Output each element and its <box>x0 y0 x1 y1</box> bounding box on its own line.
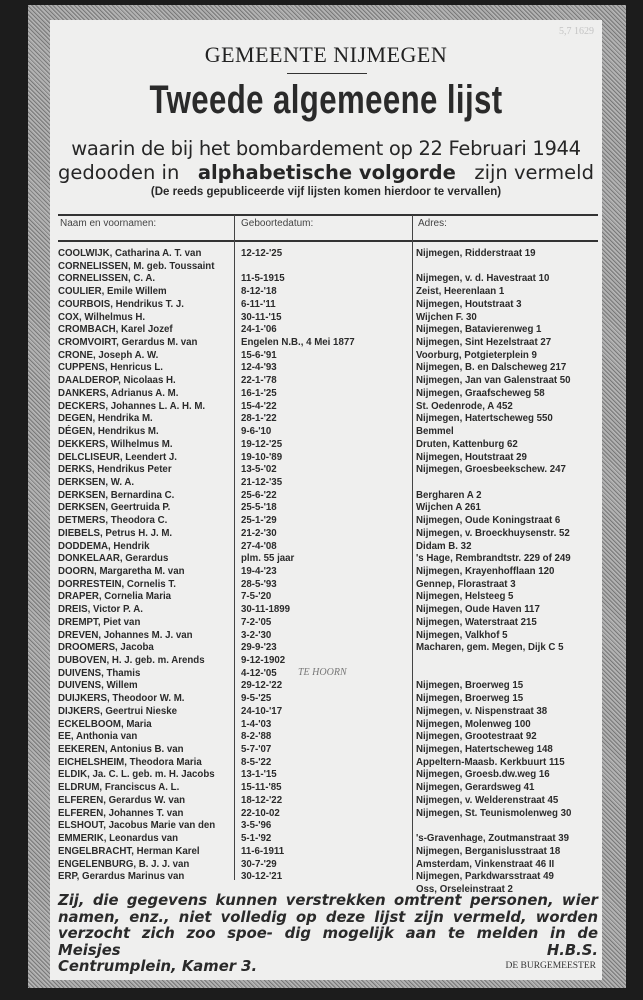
table-row <box>50 630 602 643</box>
birth-date: 5-1-'92 <box>241 833 272 845</box>
birth-date: 11-6-1911 <box>241 845 285 857</box>
birth-date: 25-5-'18 <box>241 502 277 514</box>
birth-date: 24-10-'17 <box>241 705 283 717</box>
table-row <box>50 744 602 757</box>
birth-date: 3-2-'30 <box>241 629 272 641</box>
birth-date: 15-4-'22 <box>241 400 277 412</box>
address: Nijmegen, Hatertscheweg 148 <box>416 744 553 756</box>
victim-name: DROOMERS, Jacoba <box>58 642 154 654</box>
victim-name: CROMBACH, Karel Jozef <box>58 324 173 336</box>
victim-name: DECKERS, Johannes L. A. H. M. <box>58 400 206 412</box>
column-header-name: Naam en voornamen: <box>60 218 157 229</box>
birth-date: 5-7-'07 <box>241 744 272 756</box>
address: Nijmegen, Sint Hezelstraat 27 <box>416 337 552 349</box>
victim-name: DETMERS, Theodora C. <box>58 515 168 527</box>
victim-name: DOORN, Margaretha M. van <box>58 565 185 577</box>
address: Zeist, Heerenlaan 1 <box>416 286 505 298</box>
table-row <box>50 706 602 719</box>
victim-name: DUIVENS, Willem <box>58 680 138 692</box>
column-header-birthdate: Geboortedatum: <box>241 218 314 229</box>
table-header-rule <box>58 240 598 242</box>
table-row <box>50 324 602 337</box>
birth-date: 12-4-'93 <box>241 362 277 374</box>
victim-name: DERKS, Hendrikus Peter <box>58 464 172 476</box>
table-row <box>50 820 602 833</box>
address: Druten, Kattenburg 62 <box>416 438 518 450</box>
municipality-heading: GEMEENTE NIJMEGEN <box>204 42 448 67</box>
birth-date: 29-9-'23 <box>241 642 277 654</box>
table-row <box>50 477 602 490</box>
table-row <box>50 350 602 363</box>
table-row <box>50 579 602 592</box>
address: Nijmegen, B. en Dalscheweg 217 <box>416 362 567 374</box>
table-row <box>50 375 602 388</box>
address: St. Oedenrode, A 452 <box>416 400 513 412</box>
birth-date: 28-5-'93 <box>241 578 277 590</box>
address: Gennep, Florastraat 3 <box>416 578 516 590</box>
birth-date: 9-5-'25 <box>241 693 272 705</box>
address: Wijchen F. 30 <box>416 311 477 323</box>
newspaper-clipping <box>50 20 602 980</box>
address: Bemmel <box>416 426 454 438</box>
address: Macharen, gem. Megen, Dijk C 5 <box>416 642 564 654</box>
victim-name: DIJKERS, Geertrui Nieske <box>58 705 177 717</box>
address: Nijmegen, Berganislusstraat 18 <box>416 845 561 857</box>
victim-name: DREIS, Victor P. A. <box>58 604 143 616</box>
table-row <box>50 808 602 821</box>
table-row <box>50 312 602 325</box>
table-row <box>50 782 602 795</box>
birth-date: 16-1-'25 <box>241 387 277 399</box>
birth-date: 25-6-'22 <box>241 489 277 501</box>
subtitle-line-1: waarin de bij het bombardement op 22 Februari 1944 <box>71 137 581 160</box>
victim-name: CORNELISSEN, M. geb. Toussaint <box>58 260 215 272</box>
table-row <box>50 248 602 261</box>
birth-date: 8-5-'22 <box>241 756 272 768</box>
address: Nijmegen, Broerweg 15 <box>416 693 524 705</box>
address: Amsterdam, Vinkenstraat 46 II <box>416 858 555 870</box>
table-row <box>50 439 602 452</box>
victim-name: ELDIK, Ja. C. L. geb. m. H. Jacobs <box>58 769 215 781</box>
victim-name: CROMVOIRT, Gerardus M. van <box>58 337 198 349</box>
birth-date: 21-12-'35 <box>241 476 283 488</box>
victim-name: ELFEREN, Johannes T. van <box>58 807 184 819</box>
birth-date: 7-2-'05 <box>241 616 272 628</box>
address: Nijmegen, Gerardsweg 41 <box>416 782 535 794</box>
document-title: Tweede algemeene lijst <box>149 78 503 122</box>
birth-date: 6-11-'11 <box>241 298 276 310</box>
table-row <box>50 286 602 299</box>
address: Nijmegen, Helsteeg 5 <box>416 591 514 603</box>
table-row <box>50 528 602 541</box>
birth-date: 22-1-'78 <box>241 375 277 387</box>
table-row <box>50 515 602 528</box>
victim-name: EICHELSHEIM, Theodora Maria <box>58 756 202 768</box>
table-row <box>50 680 602 693</box>
address: Nijmegen, St. Teunismolenweg 30 <box>416 807 572 819</box>
table-row <box>50 464 602 477</box>
address: Nijmegen, Groesb.dw.weg 16 <box>416 769 550 781</box>
table-row <box>50 566 602 579</box>
birth-date: 7-5-'20 <box>241 591 272 603</box>
birth-date: 22-10-02 <box>241 807 280 819</box>
subtitle-line-2-start: gedooden in <box>58 161 180 184</box>
birth-date: 19-4-'23 <box>241 565 277 577</box>
birth-date: 21-2-'30 <box>241 527 277 539</box>
table-row <box>50 846 602 859</box>
victim-name: DUBOVEN, H. J. geb. m. Arends <box>58 655 205 666</box>
birth-date: 27-4-'08 <box>241 540 277 552</box>
birth-date: 4-12-'05 <box>241 667 277 679</box>
birth-date: 3-5-'96 <box>241 820 272 832</box>
address: Nijmegen, Oude Haven 117 <box>416 604 540 616</box>
heading-underline <box>287 73 367 74</box>
victim-name: ENGELENBURG, B. J. J. van <box>58 858 190 870</box>
address: Nijmegen, Oude Koningstraat 6 <box>416 515 561 527</box>
address: Appeltern-Maasb. Kerkbuurt 115 <box>416 756 565 768</box>
address: Nijmegen, Graafscheweg 58 <box>416 387 545 399</box>
table-row <box>50 541 602 554</box>
victim-name: ELFEREN, Gerardus W. van <box>58 794 186 806</box>
birth-date: 13-1-'15 <box>241 769 277 781</box>
table-row <box>50 795 602 808</box>
notice-line: personen, wier namen, enz., niet volledig op deze <box>58 892 598 926</box>
address: Nijmegen, Waterstraat 215 <box>416 616 537 628</box>
victim-name: DREVEN, Johannes M. J. van <box>58 629 193 641</box>
table-row <box>50 299 602 312</box>
table-row <box>50 337 602 350</box>
birth-date: 8-12-'18 <box>241 286 277 298</box>
address: Nijmegen, v. Nispenstraat 38 <box>416 705 548 717</box>
birth-date: 12-12-'25 <box>241 248 283 259</box>
birth-date: 28-1-'22 <box>241 413 277 425</box>
notice-line: dig mogelijk aan te melden in de Meisjes H.B.S. <box>58 925 599 959</box>
victim-name: DONKELAAR, Gerardus <box>58 553 169 565</box>
address: Nijmegen, v. Welderenstraat 45 <box>416 794 559 806</box>
address: 's-Gravenhage, Zoutmanstraat 39 <box>416 833 570 845</box>
subtitle-line-2-bold: alphabetische volgorde <box>197 161 456 184</box>
address: 's Hage, Rembrandtstr. 229 of 249 <box>416 553 571 565</box>
birth-date: 18-12-'22 <box>241 794 283 806</box>
victim-name: DÉGEN, Hendrikus M. <box>58 426 159 438</box>
table-row <box>50 693 602 706</box>
table-row <box>50 502 602 515</box>
table-row <box>50 833 602 846</box>
address: Nijmegen, v. Broeckhuysenstr. 52 <box>416 527 570 539</box>
birth-date: 30-11-1899 <box>241 604 291 616</box>
victim-name: DAALDEROP, Nicolaas H. <box>58 375 176 387</box>
birth-date: 30-11-'15 <box>241 311 282 323</box>
victim-name: EE, Anthonia van <box>58 731 138 743</box>
birth-date: 11-5-1915 <box>241 273 285 285</box>
address: Nijmegen, Hatertscheweg 550 <box>416 413 553 425</box>
table-row <box>50 859 602 872</box>
address: Nijmegen, Molenweg 100 <box>416 718 531 730</box>
victim-name: ELSHOUT, Jacobus Marie van den <box>58 820 216 832</box>
publication-note: (De reeds gepubliceerde vijf lijsten komen hierdoor te vervallen) <box>150 186 502 198</box>
victim-name: DRAPER, Cornelia Maria <box>58 591 172 603</box>
table-row <box>50 757 602 770</box>
victim-name: DORRESTEIN, Cornelis T. <box>58 578 176 590</box>
victim-name: DELCLISEUR, Leendert J. <box>58 451 177 463</box>
birth-date: 30-12-'21 <box>241 871 283 883</box>
birth-date: 19-12-'25 <box>241 438 283 450</box>
victim-name: COULIER, Emile Willem <box>58 286 167 298</box>
address: Didam B. 32 <box>416 540 472 552</box>
victim-name: DUIJKERS, Theodoor W. M. <box>58 693 185 705</box>
table-row <box>50 769 602 782</box>
pencil-annotation: 5,7 1629 <box>559 26 594 37</box>
table-row <box>50 668 602 681</box>
signature-burgemeester: DE BURGEMEESTER <box>505 961 596 971</box>
table-row <box>50 261 602 274</box>
birth-date: 15-6-'91 <box>241 349 277 361</box>
table-row <box>50 452 602 465</box>
victim-name: DANKERS, Adrianus A. M. <box>58 387 179 399</box>
subtitle-line-2-end: zijn vermeld <box>474 161 594 184</box>
table-row <box>50 719 602 732</box>
address: Wijchen A 261 <box>416 502 481 514</box>
table-row <box>50 362 602 375</box>
table-row <box>50 642 602 655</box>
birth-date: 29-12-'22 <box>241 680 283 692</box>
address: Nijmegen, Valkhof 5 <box>416 629 508 641</box>
birth-date: 15-11-'85 <box>241 782 282 794</box>
birth-date: 13-5-'02 <box>241 464 277 476</box>
table-row <box>50 273 602 286</box>
address: Nijmegen, Krayenhofflaan 120 <box>416 565 555 577</box>
notice-line: Zij, die gegevens kunnen verstrekken omtrent <box>58 892 462 909</box>
birth-date: plm. 55 jaar <box>241 553 295 565</box>
table-row <box>50 617 602 630</box>
table-row <box>50 426 602 439</box>
victim-name: DERKSEN, Bernardina C. <box>58 489 175 501</box>
address: Bergharen A 2 <box>416 489 482 501</box>
victim-name: ELDRUM, Franciscus A. L. <box>58 782 180 794</box>
victim-name: CORNELISSEN, C. A. <box>58 273 156 285</box>
victim-name: DODDEMA, Hendrik <box>58 540 150 552</box>
birth-date: 25-1-'29 <box>241 515 277 527</box>
address: Nijmegen, Houtstraat 3 <box>416 298 522 310</box>
victim-name: ERP, Gerardus Marinus van <box>58 871 185 883</box>
birth-date: 24-1-'06 <box>241 324 277 336</box>
victim-name: DERKSEN, Geertruida P. <box>58 502 171 514</box>
victim-name: CUPPENS, Henricus L. <box>58 362 163 374</box>
victims-table <box>50 248 602 897</box>
notice-line: Centrumplein, Kamer 3. <box>58 958 258 976</box>
birth-date: Engelen N.B., 4 Mei 1877 <box>241 337 355 349</box>
subtitle-line-2 <box>58 162 594 184</box>
birth-date: 9-6-'10 <box>241 426 272 438</box>
birth-date: 9-12-1902 <box>241 655 286 666</box>
address: Nijmegen, Jan van Galenstraat 50 <box>416 375 571 387</box>
victim-name: ECKELBOOM, Maria <box>58 718 152 730</box>
victim-name: DREMPT, Piet van <box>58 616 141 628</box>
table-row <box>50 388 602 401</box>
table-row <box>50 591 602 604</box>
victim-name: COX, Wilhelmus H. <box>58 311 146 323</box>
victim-name: DEKKERS, Wilhelmus M. <box>58 438 173 450</box>
victim-name: DERKSEN, W. A. <box>58 476 135 488</box>
birth-date: 1-4-'03 <box>241 718 272 730</box>
table-row <box>50 401 602 414</box>
table-row <box>50 604 602 617</box>
address: Oss, Orseleinstraat 2 <box>416 883 513 895</box>
victim-name: COURBOIS, Hendrikus T. J. <box>58 298 184 310</box>
victim-name: DIEBELS, Petrus H. J. M. <box>58 527 173 539</box>
table-row <box>50 553 602 566</box>
address: Nijmegen, Ridderstraat 19 <box>416 248 536 259</box>
notice-line: lijst zijn vermeld, worden verzocht zich zoo spoe- <box>58 908 598 943</box>
victim-name: DUIVENS, Thamis <box>58 667 141 679</box>
table-row <box>50 413 602 426</box>
address: Nijmegen, Batavierenweg 1 <box>416 324 542 336</box>
table-row <box>50 490 602 503</box>
birth-date: 8-2-'88 <box>241 731 272 743</box>
address: Nijmegen, Houtstraat 29 <box>416 451 527 463</box>
address: Nijmegen, v. d. Havestraat 10 <box>416 273 550 285</box>
victim-name: DEGEN, Hendrika M. <box>58 413 153 425</box>
address: Nijmegen, Groesbeekschew. 247 <box>416 464 566 476</box>
victim-name: EEKEREN, Antonius B. van <box>58 744 184 756</box>
address: Nijmegen, Parkdwarsstraat 49 <box>416 871 554 883</box>
address: Voorburg, Potgieterplein 9 <box>416 349 537 361</box>
birth-date: 19-10-'89 <box>241 451 283 463</box>
birth-date: 30-7-'29 <box>241 858 277 870</box>
table-top-rule <box>58 214 598 216</box>
column-header-address: Adres: <box>418 218 447 229</box>
victim-name: ENGELBRACHT, Herman Karel <box>58 845 200 857</box>
address: Nijmegen, Broerweg 15 <box>416 680 524 692</box>
victim-name: CRONE, Joseph A. W. <box>58 349 159 361</box>
table-row <box>50 731 602 744</box>
table-row <box>50 871 602 884</box>
victim-name: EMMERIK, Leonardus van <box>58 833 179 845</box>
address: Nijmegen, Grootestraat 92 <box>416 731 537 743</box>
victim-name: COOLWIJK, Catharina A. T. van <box>58 248 202 259</box>
handwritten-note: TE HOORN <box>298 666 347 678</box>
